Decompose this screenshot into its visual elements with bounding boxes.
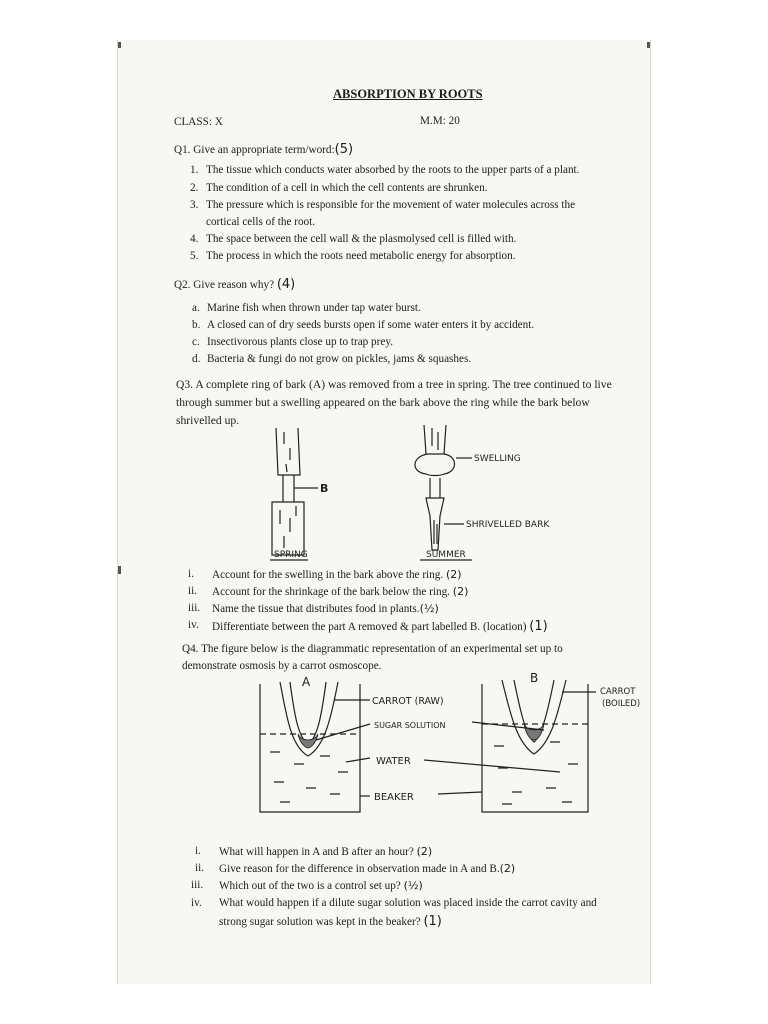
q3-line: shrivelled up. [176,414,240,427]
bark-swelling [415,454,455,476]
q2-item-num: b. [192,319,201,331]
q4-item-marks: (1) [423,914,442,929]
water-marks-b [494,742,578,804]
q3-item [212,619,548,635]
bark-texture [284,432,290,472]
q3-item-text: Account for the shrinkage of the bark below the ring. [212,586,450,598]
q3-line: Q3. A complete ring of bark (A) was removed from a tree in spring. The tree continued to live [176,378,612,391]
q4-line: Q4. The figure below is the diagrammatic representation of an experimental set up to [182,643,563,655]
q2-item-num: d. [192,353,201,365]
q3-item-num: i. [188,568,194,580]
q4-item-num: i. [195,845,201,857]
q4-item-num: iv. [191,897,202,909]
q4-item-text: Which out of the two is a control set up? [219,880,401,892]
q1-marks: (5) [334,142,354,157]
sugar-solution-b [524,724,544,740]
q3-item [212,585,468,599]
q3-item-text: Differentiate between the part A removed & part labelled B. (location) [212,621,527,633]
q2-item-num: a. [192,302,200,314]
page-title: ABSORPTION BY ROOTS [333,87,483,101]
label-b: B [530,672,539,685]
q2-item-num: c. [192,336,200,348]
water-marks-a [270,752,348,802]
q2-item-text: A closed can of dry seeds bursts open if some water enters it by accident. [207,319,535,331]
q4-item-text: What would happen if a dilute sugar solution was placed inside the carrot cavity and [219,897,597,909]
stem-upper-bark [424,425,446,454]
q4-line: demonstrate osmosis by a carrot osmoscope. [182,660,382,672]
q1-item-num: 4. [190,233,199,245]
carrot-osmoscope-diagram [250,672,650,822]
pointer-water-b [424,760,560,772]
pointer-water-a [346,758,370,762]
bark-texture [432,428,438,450]
pointer-sugar-a [316,724,370,740]
q1-item-text: The condition of a cell in which the cell contents are shrunken. [206,182,488,194]
q1-item-num: 5. [190,250,199,262]
q1-item-text-cont: cortical cells of the root. [206,216,316,228]
q3-item-num: ii. [188,585,198,597]
q3-item-marks: (1) [529,619,548,634]
label-carrot-boiled-state: (BOILED) [602,699,641,709]
q2-item-text: Insectivorous plants close up to trap prey. [207,336,393,348]
label-carrot-boiled: CARROT [600,687,636,697]
q4-item [219,879,423,893]
q3-item-marks: (½) [419,602,439,615]
scan-mark [647,42,650,48]
q2-item-text: Bacteria & fungi do not grow on pickles, jams & squashes. [207,353,472,365]
q1-item-num: 1. [190,164,199,176]
q1-item-text: The tissue which conducts water absorbed by the roots to the upper parts of a plant. [206,164,580,176]
q4-item-marks: (2) [499,862,516,875]
q4-item [219,845,432,859]
scan-mark [118,566,121,574]
q2-marks: (4) [276,277,296,292]
class-label: CLASS: X [174,116,223,128]
label-sugar-solution: SUGAR SOLUTION [374,721,446,730]
q3-item-text: Name the tissue that distributes food in plants. [212,603,420,615]
q3-item-text: Account for the swelling in the bark above the ring. [212,569,444,581]
beaker-b [482,684,588,812]
q4-item-text: Give reason for the difference in observation made in A and B. [219,863,500,875]
label-water: WATER [376,756,411,767]
q1-text: Q1. Give an appropriate term/word: [174,144,335,156]
q4-item [219,914,442,930]
q4-item-text-cont: strong sugar solution was kept in the beaker? [219,916,421,928]
q3-item-num: iv. [188,619,199,631]
exposed-wood [430,478,440,498]
q1-item-text: The process in which the roots need metabolic energy for absorption. [206,250,516,262]
q2-item-text: Marine fish when thrown under tap water burst. [207,302,421,314]
q4-item-marks: (2) [416,845,433,858]
q4-item-text: What will happen in A and B after an hour? [219,846,414,858]
bark-texture [280,506,296,548]
q4-item [219,862,515,876]
label-swelling: SWELLING [474,454,521,464]
stem-lower-bark [272,502,304,555]
stem-upper-bark [276,428,300,475]
q1-item-num: 3. [190,199,199,211]
bark-ring-diagram [260,420,590,570]
q1-item-text: The pressure which is responsible for the movement of water molecules across the [206,199,576,211]
q1-item-num: 2. [190,182,199,194]
label-beaker: BEAKER [374,792,414,803]
shrivelled-lower-bark [426,498,444,550]
q3-line: through summer but a swelling appeared on the bark above the ring while the bark below [176,396,590,409]
label-a: A [302,675,311,689]
q3-item [212,568,462,582]
label-carrot-raw: CARROT (RAW) [372,696,444,707]
q3-item [212,602,439,616]
q2-text: Q2. Give reason why? [174,279,275,291]
beaker-a [260,684,360,812]
carrot-boiled-outer [502,680,566,754]
label-shrivelled-bark: SHRIVELLED BARK [466,520,550,530]
exposed-wood-b [283,475,294,502]
label-b: B [320,482,329,495]
pointer-sugar-b [472,722,544,730]
bark-texture [434,520,437,544]
q3-item-marks: (2) [452,585,469,598]
label-spring: SPRING [274,550,308,560]
pointer-beaker-b [438,792,482,794]
q4-item-num: ii. [195,862,205,874]
q4-item-num: iii. [191,879,204,891]
q1-question [174,142,353,158]
scan-mark [118,42,121,48]
q4-item-marks: (½) [403,879,423,892]
carrot-raw-inner [290,682,326,744]
q1-item-text: The space between the cell wall & the plasmolysed cell is filled with. [206,233,517,245]
max-marks-label: M.M: 20 [420,115,460,127]
q3-item-marks: (2) [445,568,462,581]
q3-item-num: iii. [188,602,201,614]
q2-question [174,277,295,293]
label-summer: SUMMER [426,550,466,560]
